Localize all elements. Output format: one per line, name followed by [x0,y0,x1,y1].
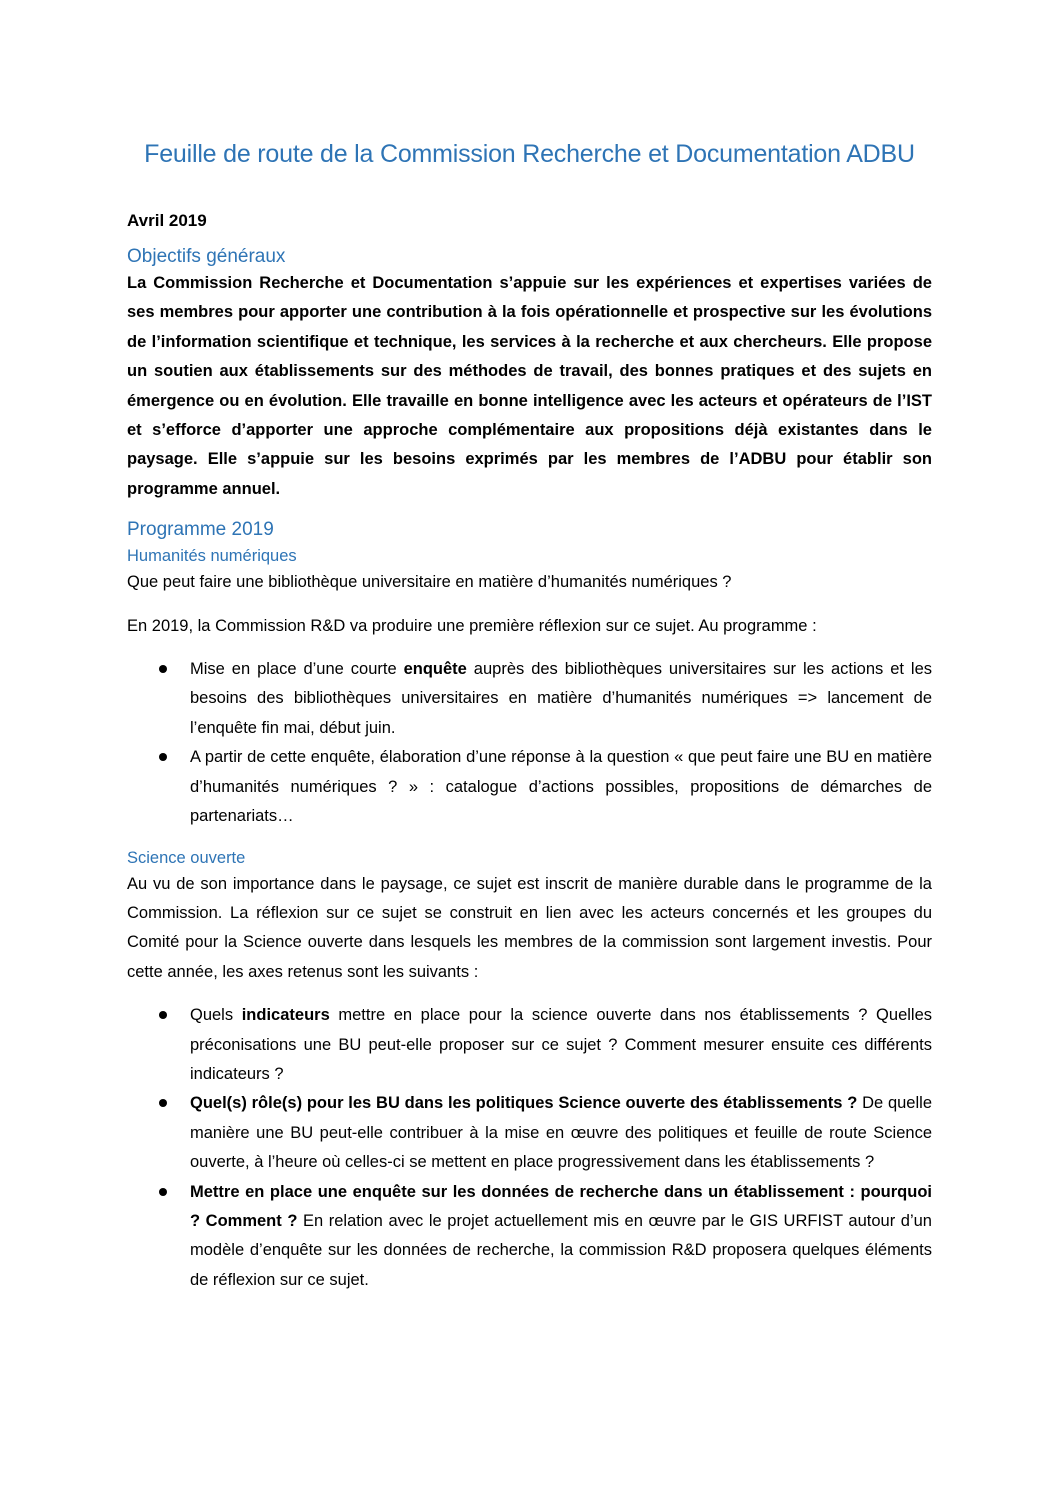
document-title: Feuille de route de la Commission Recherche et Documentation ADBU [144,140,915,168]
list-item: Quel(s) rôle(s) pour les BU dans les politiques Science ouverte des établissements ? De quelle manière une BU peut-elle contribuer à la mise en œuvre des politiques et feuille de route Science ouverte, à l’heure où celles-ci se mettent en place progressivement dans les établissements ? [190,1089,932,1177]
section-heading-objectifs: Objectifs généraux [127,246,286,267]
list-item: Mise en place d’une courte enquête auprès des bibliothèques universitaires sur les actions et les besoins des bibliothèques universitaires en matière d’humanités numériques => lancement de l’enquête fin mai, début juin. [190,655,932,743]
subsection-heading-science: Science ouverte [127,848,246,867]
subsection-heading-humanites: Humanités numériques [127,547,297,566]
humanites-intro: En 2019, la Commission R&D va produire une première réflexion sur ce sujet. Au programme : [127,616,817,635]
section-heading-programme: Programme 2019 [127,519,274,541]
humanites-question: Que peut faire une bibliothèque universitaire en matière d’humanités numériques ? [127,573,732,592]
document-page [127,140,932,1295]
document-date: Avril 2019 [127,211,207,230]
objectifs-paragraph: La Commission Recherche et Documentation s’appuie sur les expériences et expertises variées de ses membres pour apporter une contribution à la fois opérationnelle et prospective sur les évolutions de l’information scientifique et technique, les services à la recherche et aux chercheurs. Elle propose un soutien aux établissements sur des méthodes de travail, des bonnes pratiques et des sujets en émergence ou en évolution. Elle travaille en bonne intelligence avec les acteurs et opérateurs de l’IST et s’efforce d’apporter une approche complémentaire aux propositions déjà existantes dans le paysage. Elle s’appuie sur les besoins exprimés par les membres de l’ADBU pour établir son programme annuel. [127,274,932,498]
list-item: Quels indicateurs mettre en place pour la science ouverte dans nos établissements ? Quelles préconisations une BU peut-elle proposer sur ce sujet ? Comment mesurer ensuite ces différents indicateurs ? [190,1001,932,1089]
list-item: A partir de cette enquête, élaboration d’une réponse à la question « que peut faire une BU en matière d’humanités numériques ? » : catalogue d’actions possibles, propositions de démarches de partenariats… [190,743,932,831]
humanites-bullet-list [127,655,932,831]
bullet-icon [159,1188,167,1196]
science-paragraph: Au vu de son importance dans le paysage, ce sujet est inscrit de manière durable dans le programme de la Commission. La réflexion sur ce sujet se construit en lien avec les acteurs concernés et les groupes du Comité pour la Science ouverte dans lesquels les membres de la commission sont largement investis. Pour cette année, les axes retenus sont les suivants : [127,874,932,981]
list-item: Mettre en place une enquête sur les données de recherche dans un établissement : pourquoi ? Comment ? En relation avec le projet actuellement mis en œuvre par le GIS URFIST autour d’un modèle d’enquête sur les données de recherche, la commission R&D proposera quelques éléments de réflexion sur ce sujet. [190,1178,932,1296]
bullet-icon [159,665,167,673]
bullet-icon [159,753,167,761]
bullet-icon [159,1011,167,1019]
science-bullet-list [127,1001,932,1295]
bullet-icon [159,1099,167,1107]
